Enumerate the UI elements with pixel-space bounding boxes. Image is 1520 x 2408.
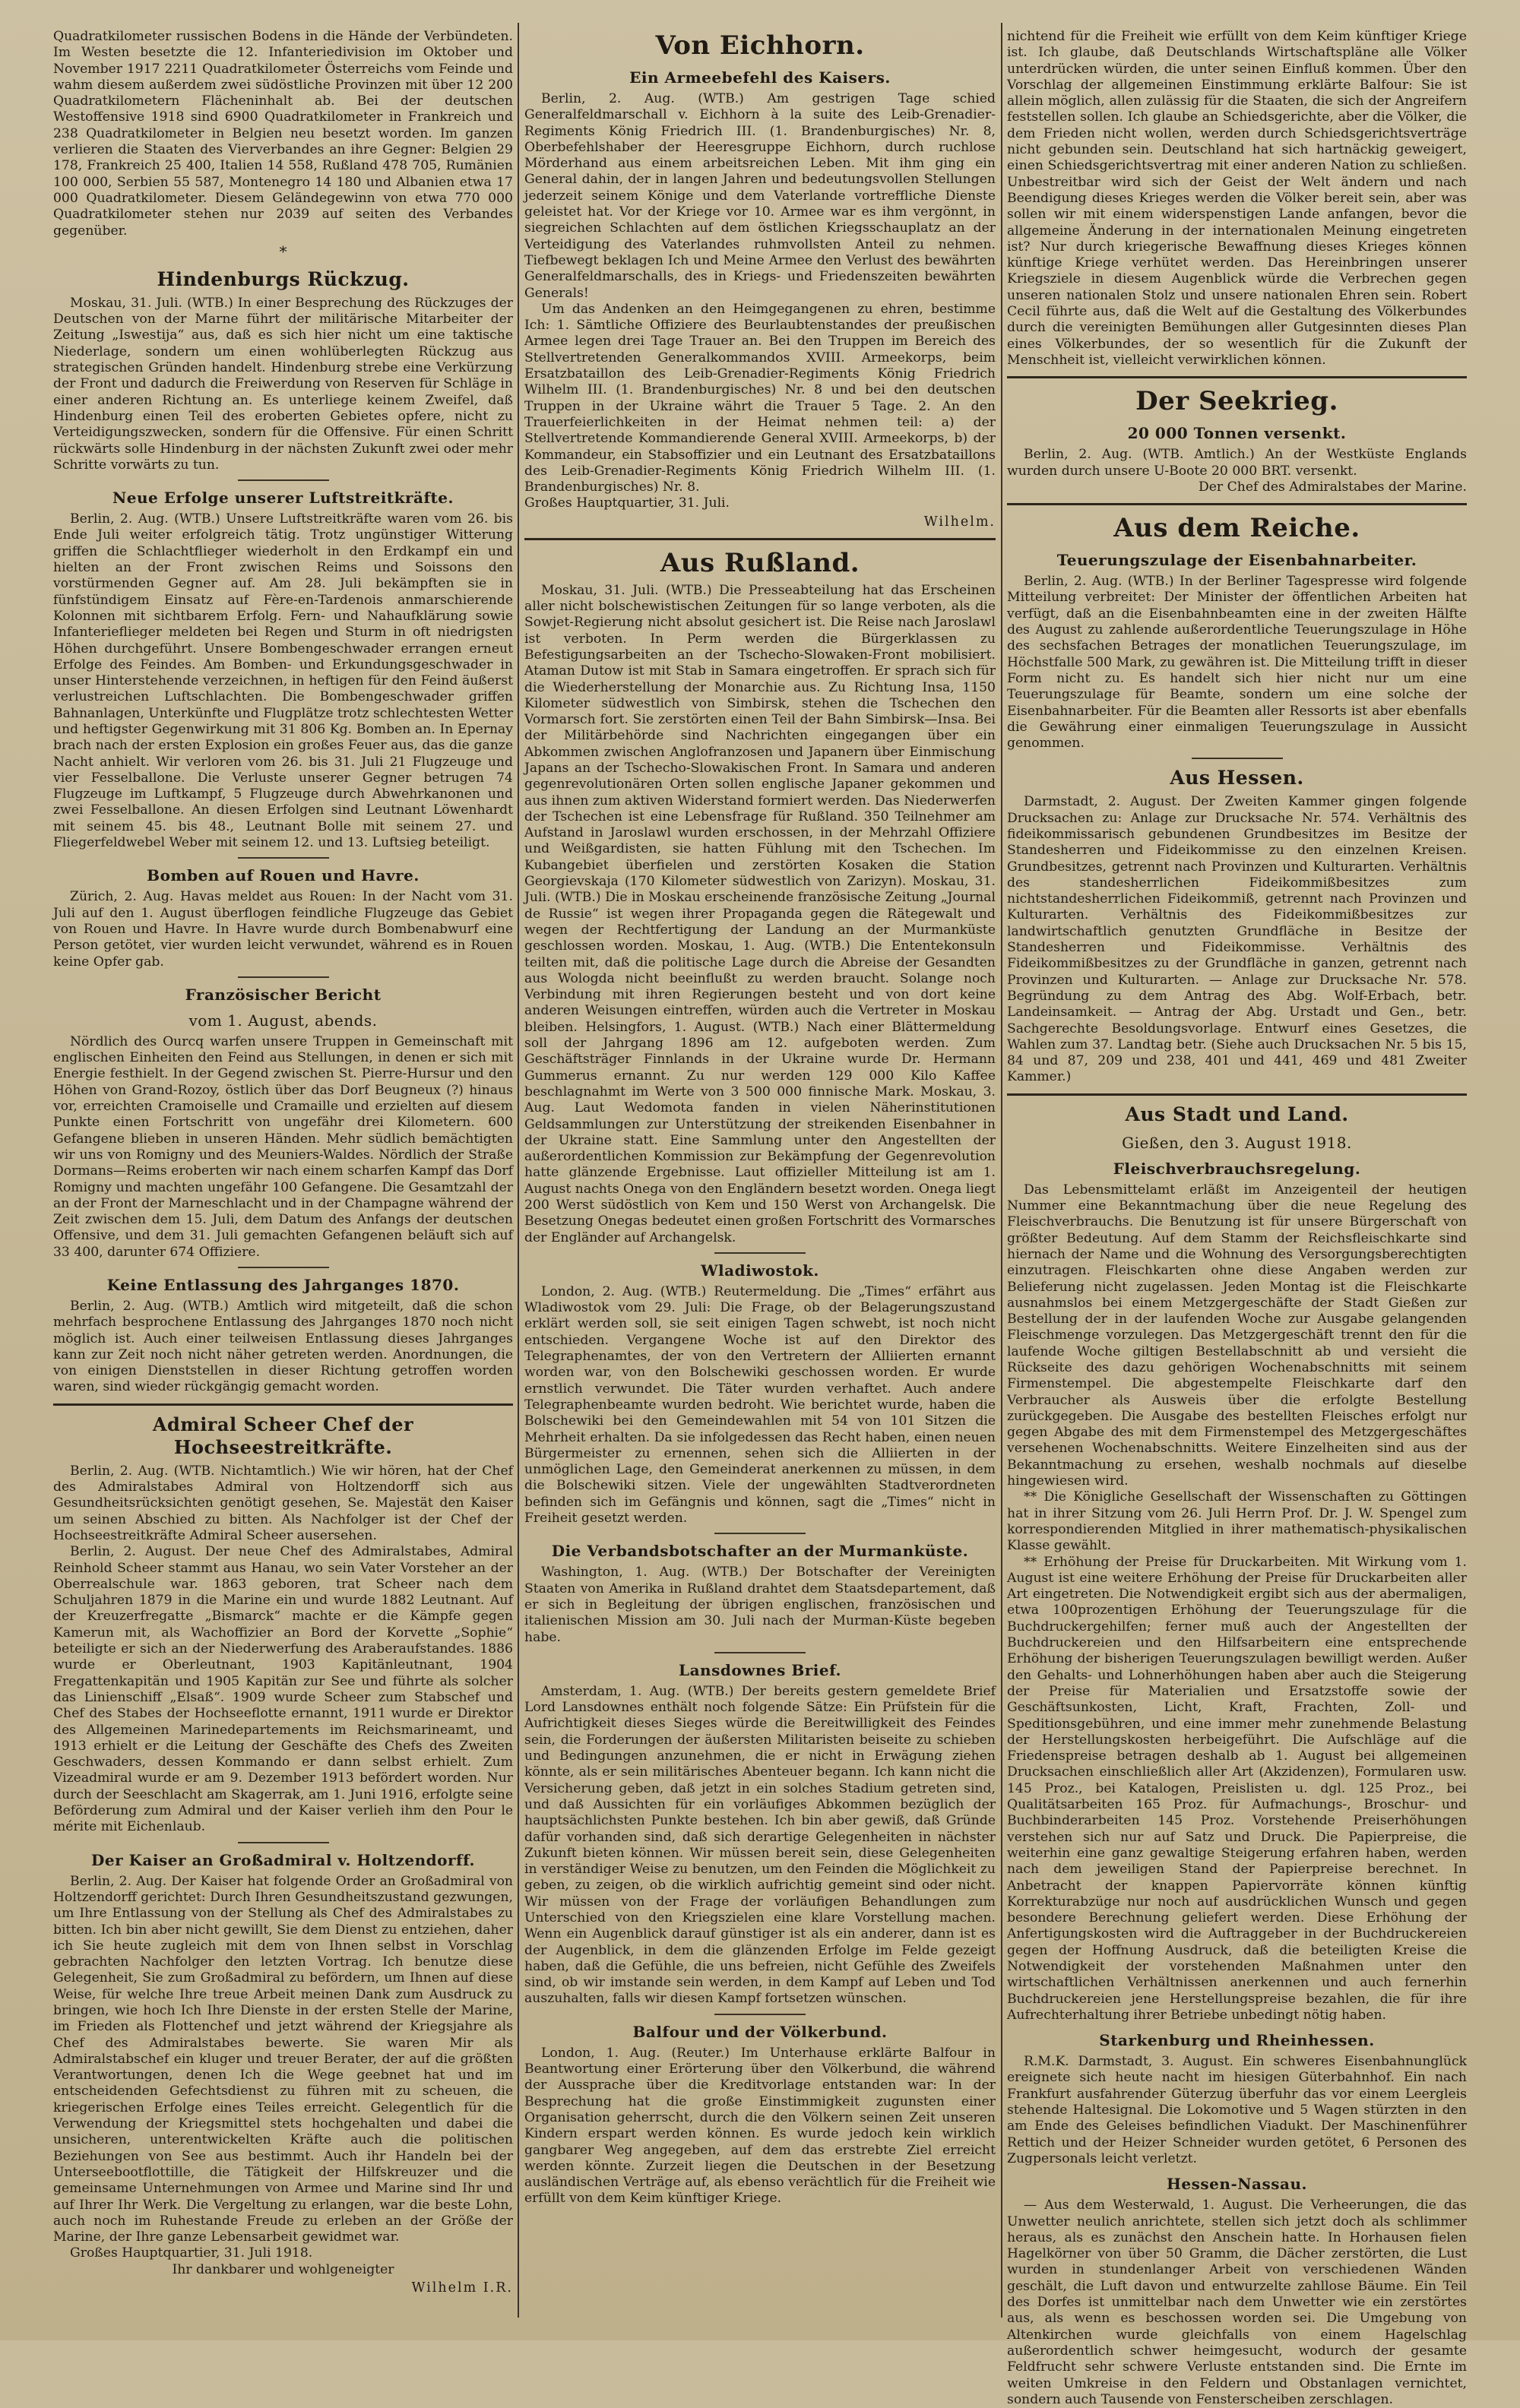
- subheadline: Ein Armeebefehl des Kaisers.: [629, 68, 891, 87]
- divider: [1007, 503, 1467, 505]
- divider: [238, 1842, 329, 1843]
- divider: [238, 857, 329, 859]
- headline: Aus Stadt und Land.: [1125, 1103, 1349, 1125]
- separator-star: *: [279, 242, 287, 261]
- divider: [1007, 1093, 1467, 1096]
- article-text: Washington, 1. Aug. (WTB.) Der Botschafter der Vereinigten Staaten von Amerika in Rußland drahtet dem Staatsdepartement, daß er sich in Begleitung der übrigen englischen, französischen und italienischen Mission am 30. Juli nach der Murman-Küste begeben habe.: [524, 1565, 996, 1645]
- divider: [238, 1267, 329, 1268]
- article-text: Berlin, 2. August. Der neue Chef des Admiralstabes, Admiral Reinhold Scheer stammt aus Hanau, wo sein Vater Vorsteher an der Oberrealschule war. 1863 geboren, trat Scheer nach dem Schuljahren 1879 in die Marine ein und wurde 1882 Leutnant. Auf der Kreuzerfregatte „Bismarck“ machte er die Kämpfe gegen Kamerun mit, als Wachoffizier an Bord der Korvette „Sophie“ beteiligte er sich an der Niederwerfung des Araberaufstandes. 1886 wurde er Oberleutnant, 1903 Kapitänleutnant, 1904 Fregattenkapitän und 1905 Kapitän zur See und führte als solcher das Linienschiff „Elsaß“. 1909 wurde Scheer zum Stabschef und Chef des Stabes der Hochseeflotte ernannt, 1911 wurde er Direktor des Allgemeinen Marinedepartements im Reichsmarineamt, und 1913 erhielt er die Leitung der Geschäfte des Chefs des Zweiten Geschwaders, dessen Kommando er dann selbst erhielt. Zum Vizeadmiral wurde er am 9. Dezember 1913 befördert worden. Nur durch der Seeschlacht am Skagerrak, am 1. Juni 1916, erfolgte seine Beförderung zum Admiral und der Kaiser verlieh ihm den Pour le mérite mit Eichenlaub.: [53, 1544, 513, 1835]
- divider: [238, 976, 329, 978]
- article-text: Berlin, 2. Aug. (WTB.) In der Berliner Tagespresse wird folgende Mitteilung verbreitet: Der Minister der öffentlichen Arbeiten hat verfügt, daß an die Eisenbahnbeamten eine in der zweiten Hälfte des August zu zahlende außerordentliche Teuerungszulage in Höhe des sechsfachen Betrages der monatlichen Teuerungszulage, im Höchstfalle 500 Mark, zu gewähren ist. Die Mitteilung trifft in dieser Form nicht zu. Es handelt sich hier nicht nur um eine Teuerungszulage für Beamte, sondern um eine solche der Eisenbahnarbeiter. Für die Beamten aller Ressorts ist aber ebenfalls die Gewährung einer einmaligen Teuerungszulage in Aussicht genommen.: [1007, 574, 1467, 752]
- headline: Lansdownes Brief.: [679, 1660, 841, 1679]
- article-text: Nördlich des Ourcq warfen unsere Truppen in Gemeinschaft mit englischen Einheiten den Feind aus Stellungen, in denen er sich mit Energie festhielt. In der Gegend zwischen St. Pierre-Hursur und den Höhen von Grand-Rozoy, östlich über das Dorf Beugneux (?) hinaus vor, erreichten Cramoiselle und Cramaille und erzielten auf diesem Punkte einen Fortschritt von ungefähr drei Kilometern. 600 Gefangene blieben in unseren Händen. Mehr südlich bemächtigten wir uns von Romigny und des Meuniers-Waldes. Nördlich der Straße Dormans—Reims eroberten wir nach einem scharfen Kampf das Dorf Romigny und machten ungefähr 100 Gefangene. Die Gesamtzahl der an der Front der Marneschlacht und in der Champagne während der Zeit zwischen dem 15. Juli, dem Datum des Anfangs der deutschen Offensive, und dem 31. Juli gemachten Gefangenen beläuft sich auf 33 400, darunter 674 Offiziere.: [53, 1033, 513, 1260]
- article-text: ** Die Königliche Gesellschaft der Wissenschaften zu Göttingen hat in ihrer Sitzung vom 26. Juli Herrn Prof. Dr. J. W. Spengel zum korrespondierenden Mitglied in ihrer mathematisch-physikalischen Klasse gewählt.: [1007, 1489, 1467, 1554]
- column-divider: [1001, 23, 1002, 2318]
- dateline: Großes Hauptquartier, 31. Juli.: [524, 495, 730, 511]
- article-text: Quadratkilometer russischen Bodens in die Hände der Verbündeten. Im Westen besetzte die 12. Infanteriedivision im Oktober und November 1917 2211 Quadratkilometer Österreichs vom Feinde und wahm diesem außerdem zwei südöstliche Provinzen mit über 12 200 Quadratkilometern Flächeninhalt ab. Bei der deutschen Westoffensive 1918 sind 6900 Quadratkilometer in Frankreich und 238 Quadratkilometer in Belgien neu besetzt worden. Im ganzen verlieren die Staaten des Vierverbandes an ihre Gegner: Belgien 29 178, Frankreich 25 400, Italien 14 558, Rußland 478 705, Rumänien 100 000, Serbien 55 587, Montenegro 14 180 und Albanien etwa 17 000 Quadratkilometer. Diesem Geländegewinn von etwa 770 000 Quadratkilometer stehen nur 2039 auf seiten des Verbandes gegenüber.: [53, 29, 513, 239]
- dateline: Großes Hauptquartier, 31. Juli 1918.: [70, 2245, 313, 2261]
- article-text: Zürich, 2. Aug. Havas meldet aus Rouen: In der Nacht vom 31. Juli auf den 1. August überflogen feindliche Flugzeuge das Gebiet von Rouen und Havre. In Havre wurde durch Bombenabwurf eine Person getötet, vier wurden leicht verwundet, während es in Rouen keine Opfer gab.: [53, 889, 513, 970]
- headline: Aus Rußland.: [660, 547, 860, 578]
- headline: Keine Entlassung des Jahrganges 1870.: [106, 1276, 460, 1294]
- subheadline: vom 1. August, abends.: [188, 1011, 378, 1030]
- divider: [524, 538, 996, 540]
- subheadline: Teuerungszulage der Eisenbahnarbeiter.: [1056, 551, 1417, 570]
- headline: Neue Erfolge unserer Luftstreitkräfte.: [112, 489, 454, 508]
- article-text: London, 2. Aug. (WTB.) Reutermeldung. Die „Times“ erfährt aus Wladiwostok vom 29. Juli: Die Frage, ob der Belagerungszustand erklärt werden soll, sie seit einigen Tagen schwebt, ist noch nicht entschieden. Vergangene Woche ist auf den Direktor des Telegraphenamtes, der von den Vertretern der Alliierten ernannt worden war, von den Bolschewiki geschossen worden. Er wurde ernstlich verwundet. Die Täter wurden verhaftet. Auch andere Telegraphenbeamte wurden bedroht. Wie berichtet wurde, haben die Bolschewiki bei den Gemeindewahlen mit 54 von 101 Sitzen die Mehrheit erhalten. Da sie infolgedessen das Recht haben, einen neuen Bürgermeister zu ernennen, sehen sich die Alliierten in der unmöglichen Lage, den Gemeinderat anerkennen zu müssen, in dem die Bolschewiki sitzen. Viele der ungewählten Stadtverordneten befinden sich im Gefängnis und können, sagt die „Times“ nicht in Freiheit gesetzt werden.: [524, 1283, 996, 1527]
- subheadline: Fleischverbrauchsregelung.: [1113, 1159, 1361, 1178]
- article-text: London, 1. Aug. (Reuter.) Im Unterhause erklärte Balfour in Beantwortung einer Erörterung über den Völkerbund, die während der Aussprache über die Kreditvorlage entstanden war: In der Besprechung hat die große Einstimmigkeit zugunsten einer Organisation geherrscht, durch die den Völkern seinen Zeit unseren Kindern erspart werden können. Es wurde jedoch kein wirklich gangbarer Weg angegeben, auf dem das erstrebte Ziel erreicht werden könnte. Zurzeit liegen die Deutschen in der Besetzung ausländischen Verträge auf, als ebenso verächtlich für die Freiheit wie erfüllt von dem Keim künftiger Kriege.: [524, 2045, 996, 2207]
- article-text: Berlin, 2. Aug. (WTB.) Unsere Luftstreitkräfte waren vom 26. bis Ende Juli weiter erfolgreich tätig. Trotz ungünstiger Witterung griffen die Schlachtflieger wiederholt in den Erdkampf ein und hielten an der Front zwischen Reims und Soissons den vorstürmenden Gegner auf. Am 28. Juli bekämpften sie in fünfstündigem Einsatz auf Fère-en-Tardenois anmarschierende Kolonnen mit sichtbarem Erfolg. Fern- und Nahaufklärung sowie Infanterieflieger meldeten bei Regen und Sturm in oft niedrigsten Höhen durchgeführt. Unsere Bombengeschwader errangen erneut Erfolge des Feindes. Am Bomben- und Erkundungsgeschwader in unser Hinterstehende verzeichnen, in heftigen für den Feind äußerst verlustreichen Luftschlachten. Die Bombengeschwader griffen Bahnanlagen, Unterkünfte und Flugplätze trotz schlechtesten Wetter und heftigster Gegenwirkung mit 31 806 Kg. Bomben an. In Epernay brach nach der ersten Explosion ein großes Feuer aus, das die ganze Nacht anhielt. Wir verloren vom 26. bis 31. Juli 21 Flugzeuge und vier Fesselballone. Die Verluste unserer Gegner betrugen 74 Flugzeuge im Luftkampf, 5 Flugzeuge durch Abwehrkanonen und zwei Fesselballone. An diesen Erfolgen sind Leutnant Löwenhardt mit seinem 45. bis 48., Leutnant Bolle mit seinem 27. und Fliegerfeldwebel Weber mit seinem 12. und 13. Luftsieg beteiligt.: [53, 511, 513, 851]
- article-text: Berlin, 2. Aug. (WTB.) Amtlich wird mitgeteilt, daß die schon mehrfach besprochene Entlassung des Jahrganges 1870 noch nicht möglich ist. Auch einer teilweisen Entlassung dieses Jahrganges kann zur Zeit noch nicht näher getreten werden. Anordnungen, die von einigen Dienststellen in dieser Richtung getroffen worden waren, sind wieder rückgängig gemacht worden.: [53, 1299, 513, 1395]
- signature: Wilhelm.: [923, 514, 996, 530]
- article-text: nichtend für die Freiheit wie erfüllt von dem Keim künftiger Kriege ist. Ich glaube, daß Deutschlands Wirtschaftspläne alle Völker unterdrücken würden, die unter seinen Einfluß kommen. Über den Vorschlag der allgemeinen Einstimmung erklärte Balfour: Sie ist allein möglich, allen zulässig für die Staaten, die sich der Angreifern feststellen sollen. Ich glaube an Schiedsgerichte, aber die Völker, die dem Frieden nicht wollen, werden durch Schiedsgerichtsverträge nicht gebunden sein. Deutschland hat sich hartnäckig geweigert, einen Schiedsgerichtsvertrag mit einer anderen Nation zu schließen. Unbestreitbar wird sich der Geist der Welt ändern und nach Beendigung dieses Krieges werden die Völker bereit sein, aber was sollen wir mit einem widerspenstigen Lande anfangen, bevor die allgemeine Änderung in der internationalen Meinung eingetreten ist? Nur durch kriegerische Bewaffnung dieses Krieges können künftige Kriege verhütet werden. Das Hereinbringen unserer Kriegsziele in diesem Augenblick würde die Verbrechen gegen unseren nationalen Stolz und unsere nationalen Ehren sein. Robert Cecil führte aus, daß die Welt auf die Gestaltung des Völkerbundes durch die vereinigten Bemühungen aller Gutgesinnten dieses Plan eines Völkerbundes, der so wesentlich für die Zukunft der Menschheit ist, vielleicht verwirklichen können.: [1007, 29, 1467, 368]
- divider: [714, 1533, 806, 1534]
- headline: Balfour und der Völkerbund.: [632, 2022, 888, 2041]
- article-text: Berlin, 2. Aug. (WTB. Amtlich.) An der Westküste Englands wurden durch unsere U-Boote 20 000 BRT. versenkt.: [1007, 447, 1467, 479]
- article-text: — Aus dem Westerwald, 1. August. Die Verheerungen, die das Unwetter neulich anrichtete, stellen sich jetzt doch als schlimmer heraus, als es zunächst den Anschein hatte. In Horhausen fielen Hagelkörner von über 50 Gramm, die Dächer zerstörten, die Lust wurden in stundenlanger Arbeit von verschiedenen Wänden geschält, die Luft davon und entwurzelte zahllose Bäume. Ein Teil des Dorfes ist unmittelbar nach dem Unwetter wie ein zerstörtes aus, als wenn es beschossen worden sei. Die Umgebung von Altenkirchen wurde gleichfalls von einem Hagelschlag außerordentlich schwer heimgesucht, wodurch der gesamte Feldfrucht sehr schwere Verluste entstanden sind. Die Ernte im weiten Umkreise in den Feldern und Obstanlagen vernichtet, sondern auch Tausende von Fensterscheiben zerschlagen.: [1007, 2198, 1467, 2407]
- closing: Ihr dankbarer und wohlgeneigter: [172, 2261, 394, 2277]
- headline: Bomben auf Rouen und Havre.: [147, 866, 420, 885]
- headline: Admiral Scheer Chef der Hochseestreitkräfte.: [152, 1413, 414, 1458]
- headline: Starkenburg und Rheinhessen.: [1099, 2031, 1375, 2050]
- column-divider: [518, 23, 519, 2318]
- headline: Der Seekrieg.: [1135, 386, 1338, 417]
- headline: Wladiwostok.: [701, 1261, 819, 1280]
- article-text: Moskau, 31. Juli. (WTB.) In einer Besprechung des Rückzuges der Deutschen von der Marne führt der militärische Mitarbeiter der Zeitung „Iswestija“ aus, daß es sich hier nicht um eine taktische Niederlage, sondern um einen wohlüberlegten Rückzug aus strategischen Gründen handelt. Hindenburg strebe eine Verkürzung der Front und dadurch die Freiwerdung von Reserven für Schläge in einer anderen Richtung an. Es unterliege keinem Zweifel, daß Hindenburg einen Teil des eroberten Gebietes opfere, nicht zu Verteidigungszwecken, sondern für die Offensive. Für einen Schritt rückwärts solle Hindenburg in der nächsten Zukunft zwei oder mehr Schritte vorwärts zu tun.: [53, 295, 513, 473]
- article-text: Berlin, 2. Aug. (WTB. Nichtamtlich.) Wie wir hören, hat der Chef des Admiralstabes Admiral von Holtzendorff sich aus Gesundheitsrücksichten genötigt gesehen, Se. Majestät den Kaiser um seinen Abschied zu bitten. Als Nachfolger ist der Chef der Hochseestreitkräfte Admiral Scheer ausersehen.: [53, 1463, 513, 1543]
- divider: [1007, 376, 1467, 378]
- headline: Der Kaiser an Großadmiral v. Holtzendorff.: [91, 1850, 475, 1869]
- headline: Hindenburgs Rückzug.: [157, 267, 410, 290]
- headline: Die Verbandsbotschafter an der Murmanküste.: [551, 1542, 969, 1561]
- divider: [714, 2014, 806, 2015]
- headline: Aus dem Reiche.: [1113, 513, 1360, 544]
- article-text: Moskau, 31. Juli. (WTB.) Die Presseabteilung hat das Erscheinen aller nicht bolschewistischen Zeitungen für so lange verboten, als die Sowjet-Regierung nicht absolut gesichert ist. Die Reise nach Jaroslawl ist verboten. In Perm werden die Bürgerklassen zu Befestigungsarbeiten an der Tschecho-Slowaken-Front mobilisiert. Ataman Dutow ist mit Stab in Samara eingetroffen. Er sprach sich für die Wiederherstellung der Monarchie aus. Zu Richtung Insa, 1150 Kilometer südwestlich von Simbirsk, stehen die Tschechen den Vormarsch fort. Sie zerstörten einen Teil der Bahn Simbirsk—Insa. Bei der Militärbehörde sind Nachrichten eingegangen über ein Abkommen zwischen Anglofranzosen und Japanern über Einmischung Japans an der Tschecho-Slowakischen Front. In Samara und anderen gegenrevolutionären Orten sollen englische Japaner gekommen und aus ihnen zum aktiven Widerstand formiert werden. Das Niederwerfen der Tschechen ist eine Lebensfrage für Rußland. 350 Teilnehmer am Aufstand in Jaroslawl wurden erschossen, in der Mehrzahl Offiziere und Weißgardisten, sie hatten Fühlung mit den Tschechen. Im Kubangebiet überfielen und zerstörten Kosaken die Station Georgievskaja (170 Kilometer südwestlich von Zarizyn). Moskau, 31. Juli. (WTB.) Die in Moskau erscheinende französische Zeitung „Journal de Russie“ ist wegen ihrer Propaganda gegen die Rätegewalt und wegen der Rechtfertigung der Landung an der Murmanküste geschlossen worden. Moskau, 1. Aug. (WTB.) Die Ententekonsuln teilten mit, daß die politische Lage durch die Abreise der Gesandten aus Wologda nicht beeinflußt zu werden braucht. Solange noch Verbindung mit ihren Regierungen besteht und von dort keine anderen Weisungen eintreffen, würden auch die Vertreter in Moskau bleiben. Helsingfors, 1. August. (WTB.) Nach einer Blättermeldung soll der Jahrgang 1896 am 12. aufgeboten werden. Zum Geschäftsträger Finnlands in der Ukraine wurde Dr. Hermann Gummerus ernannt. Zu nur werden 129 000 Kilo Kaffee beschlagnahmt im Werte von 3 500 000 finnische Mark. Moskau, 3. Aug. Laut Wedomota fanden in vielen Näherinstitutionen Geldsammlungen zur Unterstützung der streikenden Eisenbahner in der Ukraine statt. Eine Sammlung unter den Angestellten der außerordentlichen Kommission zur Bekämpfung der Gegenrevolution hatte glänzende Ergebnisse. Laut offizieller Mitteilung ist am 1. August nachts Onega von den Engländern besetzt worden. Onega liegt 200 Werst südöstlich von Kem und 150 Werst von Archangelsk. Die Besetzung Onegas bedeutet einen großen Fortschritt des Vormarsches der Engländer auf Archangelsk.: [524, 582, 996, 1245]
- divider: [53, 1403, 513, 1406]
- subheadline: 20 000 Tonnen versenkt.: [1127, 424, 1347, 443]
- article-text: Das Lebensmittelamt erläßt im Anzeigenteil der heutigen Nummer eine Bekanntmachung über die neue Regelung des Fleischverbrauchs. Die Benutzung ist für unsere Bürgerschaft von größter Bedeutung. Auf dem Stamm der Reichsfleischkarte sind hiernach der Name und die Wohnung des Versorgungsberechtigten einzutragen. Fleischkarten ohne diese Angaben werden zur Belieferung nicht zugelassen. Jeden Montag ist die Fleischkarte ausnahmslos bei einem Metzgergeschäfte der Stadt Gießen zur Bestellung der in der laufenden Woche zur Ausgabe gelangenden Fleischmenge vorzulegen. Das Metzgergeschäft trennt den für die laufende Woche giltigen Bestellabschnitt ab und versieht die Rückseite des dazu gehörigen Wochenabschnitts mit seinem Firmenstempel. Die abgestempelte Fleischkarte darf den Verbraucher als Ausweis über die erfolgte Bestellung zurückgegeben. Die Ausgabe des bestellten Fleisches erfolgt nur gegen Abgabe des mit dem Firmenstempel des Metzgergeschäftes versehenen Wochenabschnitts. Weitere Einzelheiten sind aus der Bekanntmachung zu ersehen, weshalb nochmals auf dieselbe hingewiesen wird.: [1007, 1182, 1467, 1489]
- signature: Wilhelm I.R.: [411, 2280, 513, 2296]
- signature: Der Chef des Admiralstabes der Marine.: [1198, 479, 1467, 495]
- article-text: Berlin, 2. Aug. Der Kaiser hat folgende Order an Großadmiral von Holtzendorff gerichtet: Durch Ihren Gesundheitszustand gezwungen, um Ihre Entlassung von der Stellung als Chef des Admiralstabes zu bitten. Ich bin aber nicht gewillt, Sie dem Dienst zu entziehen, daher ich Sie heute zugleich mit dem von Ihnen selbst in Vorschlag gebrachten Nachfolger den letzten Vortrag. Ich benutze diese Gelegenheit, Sie zum Großadmiral zu befördern, um Ihnen auf diese Weise, für welche Ihre treue Arbeit meinen Dank zum Ausdruck zu bringen, wie hoch Ich Ihre Dienste in der ersten Stelle der Marine, im Frieden als Flottenchef und jetzt während der Kriegsjahre als Chef des Admiralstabes bewerte. Sie waren Mir als Admiralstabschef ein kluger und treuer Berater, der auf die größten Verantwortungen, denen Ich die Wege geebnet hat und im entscheidenden Gefechtsdienst zu führen mit zu scheuen, die kriegerischen Erfolge eines Teiles erreicht. Gelegentlich für die Verwendung der Kriegsmittel stets hochgehalten und dabei die unsicheren, unterentwickelten Kräfte auch die politischen Beziehungen von See aus bestimmt. Auch ihr Handeln bei der Unterseebootflottille, die Tätigkeit der Hilfskreuzer und die gemeinsame Unternehmungen von Armee und Marine sind Ihr und auf Ihrer Ihr Werk. Die Vergeltung zu erlangen, war die beste Lohn, auch noch im Ruhestande Freude zu erleben an der Größe der Marine, der Ihre ganze Lebensarbeit gewidmet war.: [53, 1873, 513, 2245]
- headline: Französischer Bericht: [185, 985, 382, 1004]
- divider: [714, 1652, 806, 1653]
- headline: Hessen-Nassau.: [1167, 2175, 1307, 2194]
- article-text: Amsterdam, 1. Aug. (WTB.) Der bereits gestern gemeldete Brief Lord Lansdownes enthält noch folgende Sätze: Ein Prüfstein für die Aufrichtigkeit dieses Sieges würde die Bereitwilligkeit des Feindes sein, die Forderungen der äußersten Militaristen beiseite zu schieben und Bedingungen anzunehmen, die er nicht in Erwägung ziehen könnte, als er sein militärisches Abenteuer begann. Ich kann nicht die Versicherung geben, daß jetzt in ein solches Stadium getreten sind, und daß Aussichten für ein vorläufiges Abkommen bezüglich der hauptsächlichsten Punkte bestehen. Ich bin aber gewiß, daß Gründe dafür vorhanden sind, daß sich derartige Gelegenheiten in nächster Zukunft bieten können. Wir müssen bereit sein, diese Gelegenheiten in verständiger Weise zu benutzen, um den Feinden die Möglichkeit zu geben, zu zeigen, ob die wirklich aufrichtig gemeint sind oder nicht. Wir müssen von der Frage der vorläufigen Behandlungen zum Unterschied von den Kriegszielen eine klare Vorstellung machen. Wenn ein Augenblick darauf günstiger ist als ein anderer, dann ist es der Augenblick, in dem die glänzenden Erfolge im Felde gezeigt haben, daß die Gefühle, die uns befreien, nicht Gefühle des Zweifels sind, ob wir imstande sein werden, in dem Kampf auf Leben und Tod auszuhalten, falls wir diesen Kampf fortsetzen wünschen.: [524, 1683, 996, 2007]
- article-text: ** Erhöhung der Preise für Druckarbeiten. Mit Wirkung vom 1. August ist eine weitere Erhöhung der Preise für Druckarbeiten aller Art eingetreten. Die Notwendigkeit ergibt sich aus der abermaligen, etwa 100prozentigen Erhöhung der Teuerungszulage für die Buchdruckergehilfen; ferner muß auch der Angestellten der Buchdruckereien und den Hilfsarbeitern eine entsprechende Erhöhung der bisherigen Teuerungszulagen bewilligt werden. Außer den Gehalts- und Lohnerhöhungen haben aber auch die Steigerung der Preise für Materialien und Ersatzstoffe sowie der Geschäftsunkosten, Licht, Kraft, Frachten, Zoll- und Speditionsgebühren, und eine immer mehr zunehmende Belastung der Herstellungskosten herbeigeführt. Die Aufschläge auf die Friedenspreise betragen deshalb ab 1. August bei allgemeinen Drucksachen einschließlich aller Art (Akzidenzen), Formularen usw. 145 Proz., bei Katalogen, Preislisten u. dgl. 125 Proz., bei Qualitätsarbeiten 165 Proz. für Aufmachungs-, Broschur- und Buchbinderarbeiten 145 Proz. Vorstehende Preiserhöhungen verstehen sich nur auf Satz und Druck. Die Papierpreise, die weiterhin eine ganz gewaltige Steigerung erfahren haben, werden nach dem jeweiligen Stand der Papierpreise berechnet. In Anbetracht der knappen Papiervorräte können künftig Korrekturabzüge nur noch auf ausdrücklichen Wunsch und gegen besondere Berechnung geliefert werden. Diese Erhöhung der Anfertigungskosten wird die Auftraggeber in der Buchdruckereien gegen der Hoffnung Ausdruck, daß die beteiligten Kreise die Notwendigkeit der vorstehenden Maßnahmen unter den wirtschaftlichen Verhältnissen anerkennen und auch fernerhin Buchdruckereien jene Herstellungspreise bezahlen, die für ihre Aufrechterhaltung ihrer Betriebe unbedingt nötig haben.: [1007, 1554, 1467, 2023]
- headline: Von Eichhorn.: [655, 30, 865, 61]
- article-text: Darmstadt, 2. August. Der Zweiten Kammer gingen folgende Drucksachen zu: Anlage zur Drucksache Nr. 574. Verhältnis des fideikommissarisch gebundenen Grundbesitzes im Besitze der Standesherren und Fideikommisse zu den einzelnen Kreisen. Grundbesitzes, getrennt nach Provinzen und Kulturarten. Verhältnis des standesherrlichen Fideikommißbesitzes zum nichtstandesherrlichen Fideikommiß, getrennt nach Provinzen und Kulturarten. Verhältnis des Fideikommißbesitzes zur landwirtschaftlich genutzten Grundfläche in Besitze der Standesherren und Fideikommisse. Verhältnis des Fideikommißbesitzes zu der Grundfläche in ganzen, getrennt nach Provinzen und Kulturarten. — Anlage zur Drucksache Nr. 578. Begründung zu dem Antrag des Abg. Wolf-Erbach, betr. Landeinsamkeit. — Antrag der Abg. Urstadt und Gen., betr. Sachgerechte Besoldungsvorlage. Entwurf eines Gesetzes, die Wahlen zum 37. Landtag betr. (Siehe auch Drucksachen Nr. 5 bis 15, 84 und 87, 209 und 238, 401 und 441, 469 und 481 Zweiter Kammer.): [1007, 794, 1467, 1085]
- article-text: Um das Andenken an den Heimgegangenen zu ehren, bestimme Ich: 1. Sämtliche Offiziere des Beurlaubtenstandes der preußischen Armee legen drei Tage Trauer an. Bei den Truppen im Bereich des Stellvertretenden Generalkommandos XVIII. Armeekorps, beim Ersatzbataillon des Leib-Grenadier-Regiments König Friedrich Wilhelm III. (1. Brandenburgisches) Nr. 8 und bei den deutschen Truppen in der Ukraine währt die Trauer 5 Tage. 2. An den Trauerfeierlichkeiten in der Heimat nehmen teil: a) der Stellvertretende Kommandierende General XVIII. Armeekorps, b) der Kommandeur, ein Stabsoffizier und ein Leutnant des Ersatzbataillons des Leib-Grenadier-Regiments König Friedrich Wilhelm III. (1. Brandenburgisches) Nr. 8.: [524, 301, 996, 495]
- divider: [714, 1252, 806, 1254]
- article-text: Berlin, 2. Aug. (WTB.) Am gestrigen Tage schied Generalfeldmarschall v. Eichhorn à la suite des Leib-Grenadier-Regiments König Friedrich III. (1. Brandenburgisches) Nr. 8, Oberbefehlshaber der Heeresgruppe Eichhorn, durch ruchlose Mörderhand aus einem arbeitsreichen Leben. Mit ihm ging ein General dahin, der in langen Jahren und bedeutungsvollen Stellungen jederzeit seinem Könige und dem Vaterlande vortreffliche Dienste geleistet hat. Vor der Kriege vor 10. Armee war es ihm vergönnt, in siegreichen Schlachten auf dem östlichen Kriegsschauplatz an der Verteidigung des Vaterlandes ruhmvollsten Anteil zu nehmen. Tiefbewegt beklagen Ich und Meine Armee den Verlust des bewährten Generalfeldmarschalls, des in Kriegs- und Friedenszeiten bewährten Generals!: [524, 91, 996, 301]
- column-1: [53, 29, 513, 2316]
- column-2: [524, 29, 996, 2316]
- dateline: Gießen, den 3. August 1918.: [1122, 1133, 1352, 1152]
- headline: Aus Hessen.: [1170, 767, 1304, 789]
- divider: [238, 479, 329, 481]
- divider: [1192, 758, 1283, 759]
- article-text: R.M.K. Darmstadt, 3. August. Ein schweres Eisenbahnunglück ereignete sich heute nacht im hiesigen Güterbahnhof. Ein nach Frankfurt ausfahrender Güterzug überfuhr das vor einem Leergleis stehende Haltesignal. Die Lokomotive und 5 Wagen stürzten in den am Ende des Geleises befindlichen Viadukt. Der Maschinenführer Rettich und der Heizer Schneider wurden getötet, 6 Personen des Zugpersonals leicht verletzt.: [1007, 2054, 1467, 2166]
- column-3: [1007, 29, 1467, 2407]
